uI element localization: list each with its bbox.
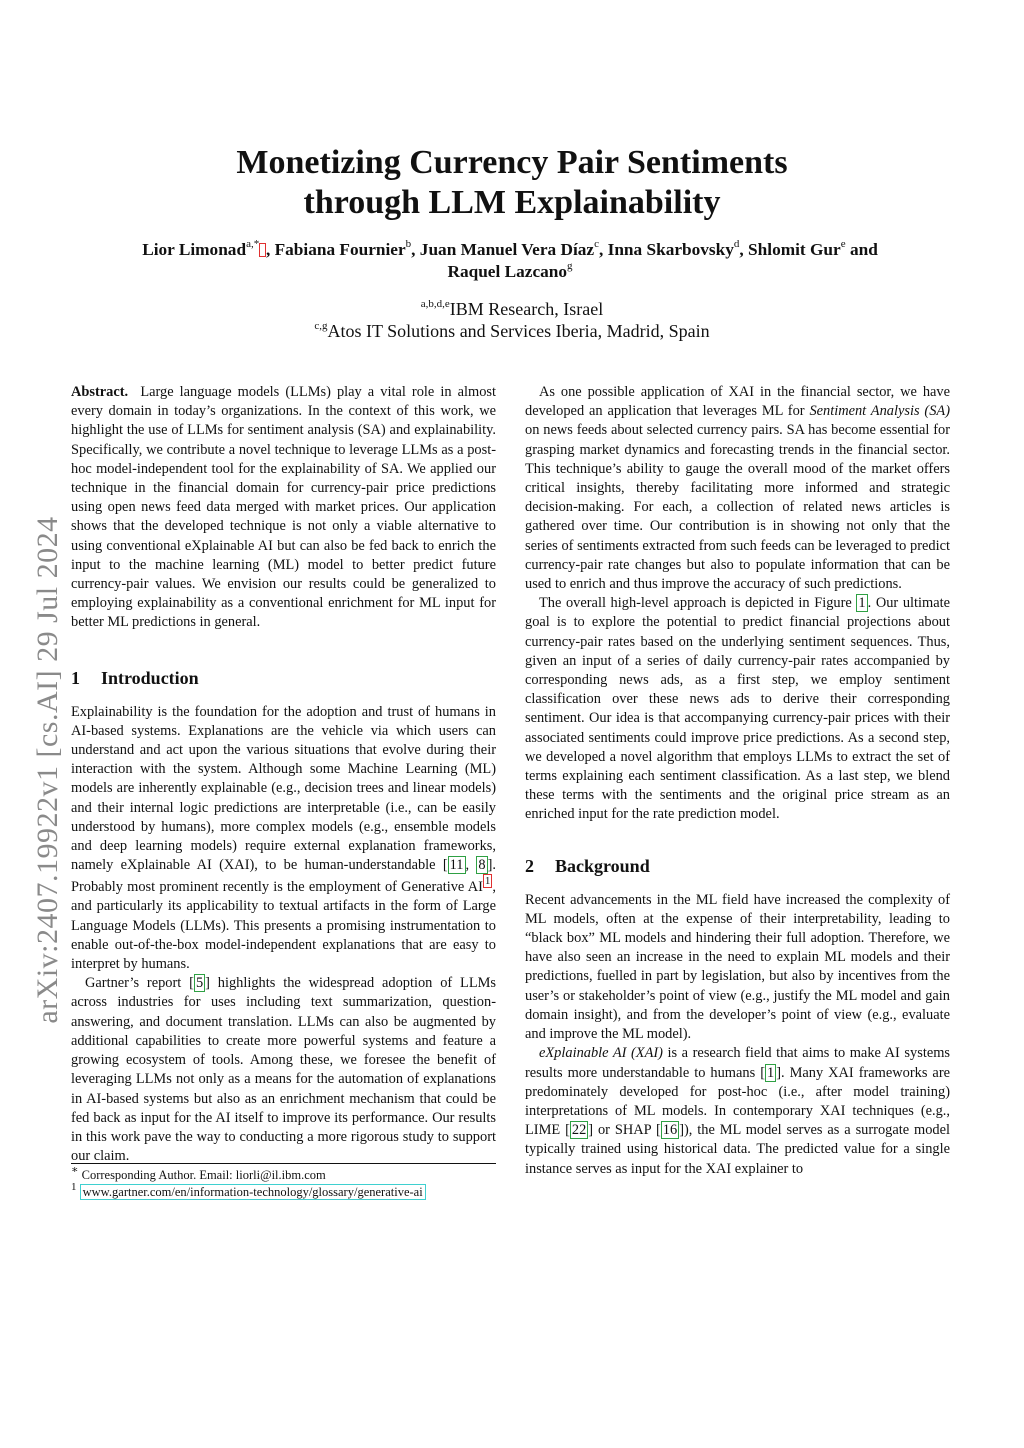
arxiv-stamp-text: arXiv:2407.19922v1 [cs.AI] 29 Jul 2024 xyxy=(31,516,64,1024)
author-name: Juan Manuel Vera Díaz xyxy=(419,240,595,259)
author-sup: a,* xyxy=(246,238,260,251)
citation-link[interactable]: 1 xyxy=(766,1064,775,1081)
paragraph-text: or SHAP xyxy=(593,1122,656,1139)
paragraph-text: ), the ML model serves as a surrogate model typically trained using historical data. The predicted value for a single instance serves as input for the XAI explainer to xyxy=(525,1122,950,1177)
footnote-link[interactable]: 1 xyxy=(484,875,491,888)
affiliations xyxy=(0,298,1024,342)
paragraph-text: . Probably most prominent recently is the employment of Generative AI xyxy=(71,857,496,896)
author-name: Fabiana Fournier xyxy=(274,240,406,259)
title-line-2: through LLM Explainability xyxy=(303,184,721,221)
arxiv-stamp xyxy=(28,470,68,1070)
abstract-label: Abstract. xyxy=(71,384,129,400)
footnote-text: Corresponding Author. Email: liorli@il.ibm.com xyxy=(81,1168,326,1182)
paper-title xyxy=(0,143,1024,223)
footnote-mark: 1 xyxy=(71,1180,77,1193)
paragraph-text: . Our ultimate goal is to explore the potential to predict financial projections about currency-pair rates based on the underlying sentiment sequences. Thus, given an input of a series of daily currency-pair rates accompanied by corresponding news ads, as a first step, we employ sentiment classification over these news ads to derive their corresponding sentiment. Our idea is that accompanying currency-pair prices with their associated sentiments could improve price predictions. As a second step, we developed a novel algorithm that employs LLMs to extract the set of terms explaining each sentiment classification. As a last step, we blend these terms with the sentiments and the original price stream as an enriched input for the rate prediction model. xyxy=(525,595,950,823)
corresponding-author-link[interactable] xyxy=(259,243,266,257)
author-sup: d xyxy=(733,238,740,251)
author-name: Inna Skarbovsky xyxy=(607,240,734,259)
section-number: 1 xyxy=(71,667,80,688)
section-title: Introduction xyxy=(101,667,199,688)
paragraph-text: Gartner’s report xyxy=(85,975,190,992)
footnote-1 xyxy=(71,1180,496,1201)
footnote-corresponding xyxy=(71,1163,496,1184)
emphasis-text: Sentiment Analysis (SA) xyxy=(809,403,950,420)
paragraph-text: Recent advancements in the ML field have increased the complexity of ML models, often at the expense of their interpretability, leading to “black box” ML models and hindering their full adoption. Therefore, we have also seen an increase in the need to explain ML models and their predictions, fuelled in part by legislation, but also by incentives from the user’s or stakeholder’s point of view (e.g., justify the ML model and gain domain insight), and from the developer’s point of view (e.g., evaluate and improve the ML model). xyxy=(525,891,950,1043)
figure-link[interactable]: 1 xyxy=(858,595,866,612)
citation-link[interactable]: 22 xyxy=(571,1122,587,1139)
abstract xyxy=(71,383,496,633)
affiliation-2 xyxy=(0,320,1024,342)
background-paragraph-2: eXplainable AI (XAI) is a research field that aims to make AI systems results more understandable to humans [ 1 ]. Many XAI frameworks are predominately developed for post-hoc (i.e., after model training) interpretations of ML models. In contemporary XAI techniques (e.g., LIME [ 22 ] or SHAP [ 16 ]), the ML model serves as a surrogate model typically trained using historical data. The predicted value for a single instance serves as input for the XAI explainer to xyxy=(525,1045,951,1177)
author-sup: g xyxy=(567,260,573,273)
background-paragraph-1 xyxy=(525,891,950,1045)
paragraph-text: , and particularly its applicability to textual artifacts in the form of Large Language Models (LLMs). This presents a promising instrumentation to enable out-of-the-box model-independent explanations that are easy to interpret by humans. xyxy=(71,879,496,973)
affiliation-text: Atos IT Solutions and Services Iberia, Madrid, Spain xyxy=(327,321,710,341)
footnotes xyxy=(71,1163,496,1201)
author-sup: e xyxy=(840,238,846,251)
citation-link[interactable]: 16 xyxy=(662,1122,678,1139)
paragraph-text: Explainability is the foundation for the adoption and trust of humans in AI-based systems. Explanations are the vehicle via which users can understand and act upon the various situations that evolve during their interaction with the system. Although some Machine Learning (ML) models are inherently explainable (e.g., decision trees and linear models) and their internal logic predictions are interpretable (i.e., can be easily understood by humans), more complex models (e.g., ensemble models and deep learning models) require external explanation frameworks, namely eXplainable AI (XAI), to be human-understandable xyxy=(71,703,496,874)
intro-paragraph-4 xyxy=(525,594,950,824)
author-name: Shlomit Gur xyxy=(748,240,841,259)
emphasis-text: eXplainable AI (XAI) xyxy=(539,1045,663,1062)
affiliation-sup: c,g xyxy=(314,320,328,332)
section-heading-introduction xyxy=(71,667,496,689)
paragraph-text: The overall high-level approach is depicted in Figure xyxy=(539,595,857,612)
affiliation-1 xyxy=(0,298,1024,320)
section-number: 2 xyxy=(525,855,534,876)
section-title: Background xyxy=(555,855,650,876)
intro-paragraph-1: Explainability is the foundation for the adoption and trust of humans in AI-based systems. Explanations are the vehicle via which users can understand and act upon the various situations that evolve during their interaction with the system. Although some Machine Learning (ML) models are inherently explainable (e.g., decision trees and linear models) and their internal logic predictions are interpretable (i.e., can be easily understood by humans), more complex models (e.g., ensemble models and deep learning models) require external explanation frameworks, namely eXplainable AI (XAI), to be human-understandable [ 11 , 8 ]. Probably most prominent recently is the employment of Generative AI $^1$ , and particularly its applicability to textual artifacts in the form of Large Language Models (LLMs). This presents a promising instrumentation to enable out-of-the-box model-independent explanations that are easy to interpret by humans. xyxy=(71,703,496,973)
right-column xyxy=(525,383,950,1179)
paragraph-text: . Many XAI frameworks are predominately developed for post-hoc (i.e., after model training) interpretations of ML models. In contemporary XAI techniques (e.g., LIME xyxy=(525,1064,951,1139)
left-column xyxy=(71,383,496,1166)
author-list: Lior Limonad$^{a,*}$ , Fabiana Fournier$^b$, Juan Manuel Vera Díaz$^c$, Inna Skarbovsky$^d$, Shlomit Gur$^e$ and Raquel Lazcano$^g$ xyxy=(142,238,878,281)
author-name: Lior Limonad xyxy=(142,240,247,259)
footnote-url-link[interactable]: www.gartner.com/en/information-technology/glossary/generative-ai xyxy=(80,1184,426,1200)
intro-paragraph-2: Gartner’s report [ 5 ] highlights the widespread adoption of LLMs across industries for uses including text summarization, question-answering, and document translation. LLMs can also be augmented by additional capabilities to create more powerful systems and feature a growing ecosystem of tools. Among these, we foresee the benefit of leveraging LLMs not only as a means for the automation of explanations in AI-based systems but also as an enrichment mechanism that could be fed back as input for the AI itself to improve its performance. Our results in this work pave the way to conducting a more rigorous study to support our claim. xyxy=(71,975,497,1165)
footnote-divider xyxy=(71,1163,496,1164)
footnote-mark: ∗ xyxy=(71,1163,79,1176)
paragraph-text: is a research field that aims to make AI systems results more understandable to humans xyxy=(525,1045,950,1081)
section-heading-background xyxy=(525,855,950,877)
abstract-text: Large language models (LLMs) play a vital role in almost every domain in today’s organizations. In the context of this work, we highlight the use of LLMs for sentiment analysis (SA) and explainability. Specifically, we contribute a novel technique to leverage LLMs as a post-hoc model-independent tool for the explainability of SA. We applied our technique in the financial domain for currency-pair price predictions using open news feed data merged with market prices. Our application shows that the developed technique is not only a viable alternative to using conventional eXplainable AI but can also be fed back to enrich the input to the machine learning (ML) model to better predict future currency-pair values. We envision our results could be generalized to employing explainability as a conventional enrichment for ML input for better ML predictions in general. xyxy=(71,384,496,631)
paragraph-text: highlights the widespread adoption of LLMs across industries for uses including text summarization, question-answering, and document translation. LLMs can also be augmented by additional capabilities to create more powerful systems and feature a growing ecosystem of tools. Among these, we foresee the benefit of leveraging LLMs not only as a means for the automation of explanations in AI-based systems but also as an enrichment mechanism that could be fed back as input for the AI itself to improve its performance. Our results in this work pave the way to conducting a more rigorous study to support our claim. xyxy=(71,975,497,1165)
author-sup: c xyxy=(594,238,599,251)
citation-link[interactable]: 11 xyxy=(449,857,464,874)
author-sup: b xyxy=(405,238,412,251)
affiliation-text: IBM Research, Israel xyxy=(449,299,604,319)
affiliation-sup: a,b,d,e xyxy=(420,298,450,310)
citation-link[interactable]: 8 xyxy=(478,857,486,874)
paragraph-text: on news feeds about selected currency pairs. SA has become essential for grasping market dynamics and forecasting trends in the financial sector. This technique’s ability to gauge the overall mood of the market offers critical insights, thereby facilitating more informed and strategic decision-making. For each, a collection of related news articles is gathered over time. Our contribution is in showing not only that the series of sentiments extracted from such feeds can be leveraged to predict currency-pair rate changes but also to populate information that can be used to enrich and thus improve the accuracy of such predictions. xyxy=(525,422,950,593)
citation-link[interactable]: 5 xyxy=(195,975,204,992)
title-line-1: Monetizing Currency Pair Sentiments xyxy=(236,144,788,181)
paragraph-text: As one possible application of XAI in the financial sector, we have developed an application that leverages ML for xyxy=(525,384,950,420)
intro-paragraph-3 xyxy=(525,383,950,594)
author-name: Raquel Lazcano xyxy=(447,262,568,281)
authors-and: and xyxy=(849,240,878,259)
